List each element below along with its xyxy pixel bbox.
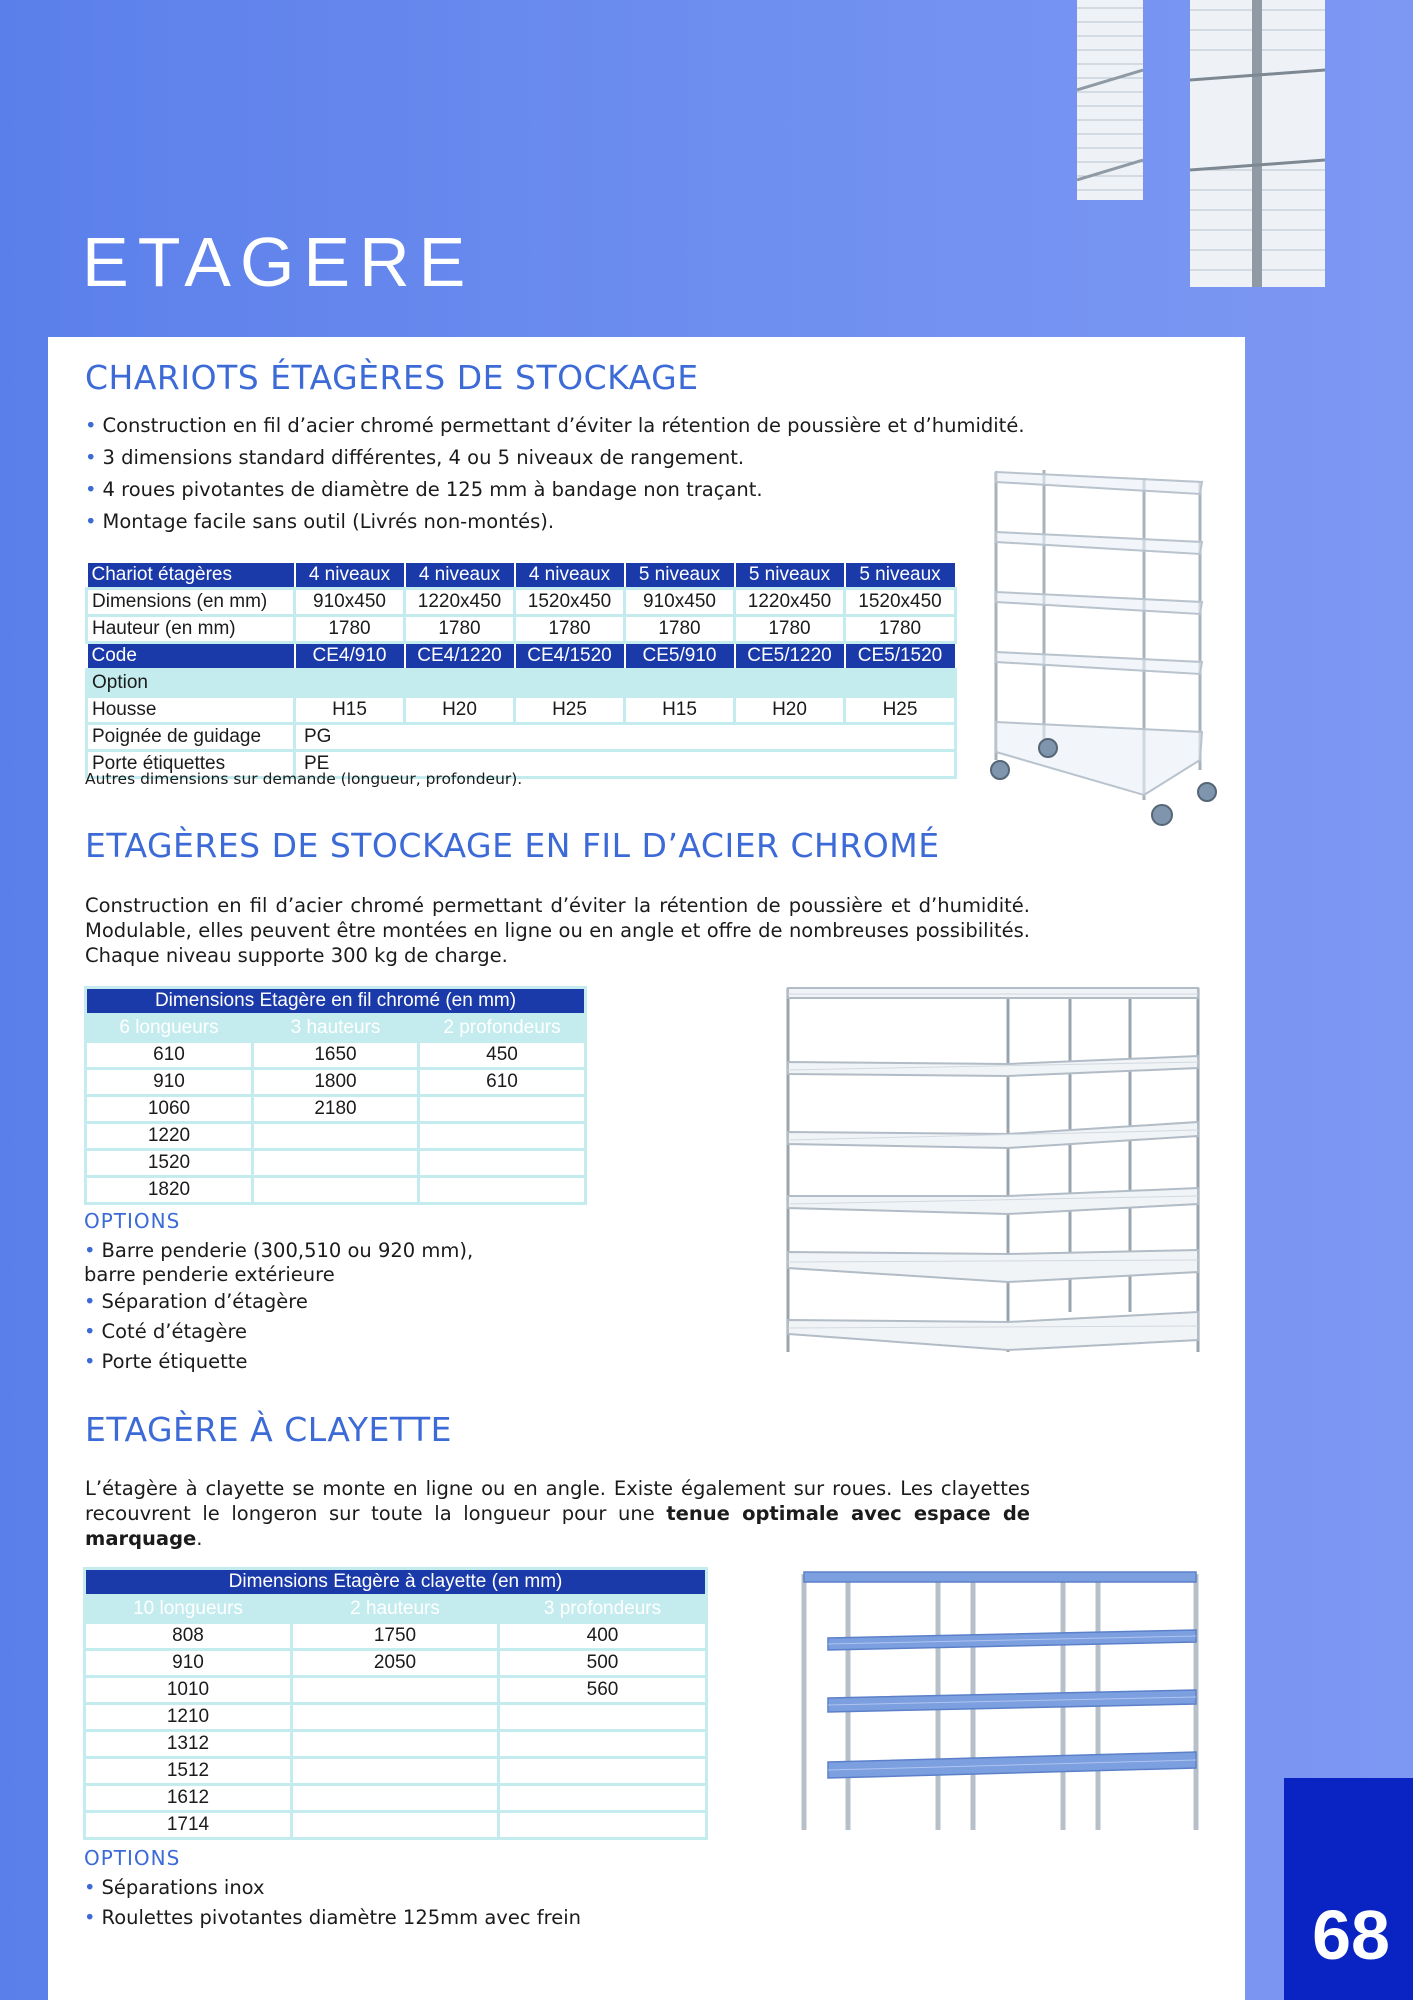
table-cell: Chariot étagères: [87, 562, 295, 589]
table-option-row: [87, 670, 956, 697]
list-item: • Porte étiquette: [84, 1350, 248, 1373]
table-cell: 910x450: [295, 589, 405, 616]
table-cell: 560: [499, 1677, 707, 1704]
table-cell: [253, 1150, 419, 1177]
table-row: [87, 697, 956, 724]
table-cell: 910x450: [625, 589, 735, 616]
list-item: • Séparation d’étagère: [84, 1290, 308, 1313]
chariot-table: [85, 561, 957, 779]
section2-options: [84, 1239, 473, 1377]
table-cell: 1612: [85, 1785, 292, 1812]
table-cell: 1220x450: [735, 589, 845, 616]
column-header: 3 hauteurs: [253, 1015, 419, 1042]
table-cell: Dimensions (en mm): [87, 589, 295, 616]
table-cell: 910: [86, 1069, 253, 1096]
table-title: Dimensions Etagère à clayette (en mm): [85, 1569, 707, 1596]
table-cell: [419, 1177, 586, 1204]
table-cell: [292, 1758, 499, 1785]
table-cell: 5 niveaux: [845, 562, 956, 589]
table-cell: [292, 1785, 499, 1812]
list-item: • 3 dimensions standard différentes, 4 ou 5 niveaux de rangement.: [85, 446, 745, 469]
table-cell: 1220x450: [405, 589, 515, 616]
table-header-row: [87, 562, 956, 589]
table-cell: Hauteur (en mm): [87, 616, 295, 643]
corner-wire-shelf-image: [780, 982, 1205, 1372]
list-item: • Construction en fil d’acier chromé permettant d’éviter la rétention de poussière et d’humidité.: [85, 414, 1025, 437]
bullet-icon: •: [84, 1239, 96, 1262]
list-item: • Barre penderie (300,510 ou 920 mm),: [84, 1239, 474, 1262]
table-cell: 1780: [405, 616, 515, 643]
table-cell: 1750: [292, 1623, 499, 1650]
table-row: [85, 1623, 707, 1650]
table-cell: Option: [87, 670, 956, 697]
table-cell: 1650: [253, 1042, 419, 1069]
table-row: [86, 1096, 586, 1123]
column-header: 2 profondeurs: [419, 1015, 586, 1042]
table-cell: 1010: [85, 1677, 292, 1704]
wire-shelf-detail-image: [1077, 0, 1143, 200]
table-header-row: [86, 1015, 586, 1042]
table-cell: Poignée de guidage: [87, 724, 295, 751]
bullet-icon: •: [85, 510, 97, 533]
table-row: [86, 1069, 586, 1096]
table-cell: 1780: [625, 616, 735, 643]
column-header: 2 hauteurs: [292, 1596, 499, 1623]
table-cell: 1714: [85, 1812, 292, 1839]
table-cell: 1210: [85, 1704, 292, 1731]
wire-shelf-closeup-image: [1190, 0, 1325, 287]
table-cell: 610: [419, 1069, 586, 1096]
table-cell: [292, 1731, 499, 1758]
table-cell: H25: [845, 697, 956, 724]
table-cell: 500: [499, 1650, 707, 1677]
table-cell: 1780: [515, 616, 625, 643]
table-cell: H15: [295, 697, 405, 724]
table-cell: CE5/1220: [735, 643, 845, 670]
table-title-row: [85, 1569, 707, 1596]
table-cell: 2050: [292, 1650, 499, 1677]
table-header-row: [85, 1596, 707, 1623]
table-row: [85, 1677, 707, 1704]
list-item: • 4 roues pivotantes de diamètre de 125 mm à bandage non traçant.: [85, 478, 763, 501]
table-row: [85, 1704, 707, 1731]
table-cell: 1820: [86, 1177, 253, 1204]
table-cell: H20: [735, 697, 845, 724]
table-cell: H20: [405, 697, 515, 724]
table-cell: 450: [419, 1042, 586, 1069]
table-cell: [419, 1096, 586, 1123]
table-row: [87, 616, 956, 643]
table-cell: [499, 1812, 707, 1839]
table-cell: 1520x450: [845, 589, 956, 616]
table-cell: 1060: [86, 1096, 253, 1123]
table-cell: H15: [625, 697, 735, 724]
page-number: 68: [1312, 1896, 1390, 1974]
table-cell: Code: [87, 643, 295, 670]
section2-options-title: OPTIONS: [84, 1209, 181, 1233]
table-cell: 400: [499, 1623, 707, 1650]
table-cell: PG: [295, 724, 956, 751]
table-cell: [253, 1123, 419, 1150]
table-cell: [499, 1758, 707, 1785]
table-cell: CE4/910: [295, 643, 405, 670]
table-row: [85, 1650, 707, 1677]
table-title: Dimensions Etagère en fil chromé (en mm): [86, 988, 586, 1015]
table-cell: [499, 1731, 707, 1758]
table-cell: CE4/1220: [405, 643, 515, 670]
column-header: 10 longueurs: [85, 1596, 292, 1623]
top-photo-right: [1190, 0, 1325, 287]
table-cell: 1780: [845, 616, 956, 643]
table-cell: CE5/1520: [845, 643, 956, 670]
chariot-image: [982, 460, 1222, 830]
table-row: [86, 1177, 586, 1204]
top-photo-left: [1077, 0, 1143, 200]
table-row: [85, 1812, 707, 1839]
table-title-row: [86, 988, 586, 1015]
list-item: • Montage facile sans outil (Livrés non-montés).: [85, 510, 555, 533]
clayette-shelving-image: [798, 1568, 1203, 1834]
table-cell: [253, 1177, 419, 1204]
bullet-icon: •: [84, 1290, 96, 1313]
section2-text: Construction en fil d’acier chromé permettant d’éviter la rétention de poussière et d’humidité. Modulable, elles peuvent être montées en ligne ou en angle et offre de nombreuses possibilités. Chaque niveau supporte 300 kg de charge.: [85, 894, 1030, 967]
table-cell: CE4/1520: [515, 643, 625, 670]
column-header: 6 longueurs: [86, 1015, 253, 1042]
table-row: [85, 1731, 707, 1758]
clayette-dimensions-table: [83, 1567, 708, 1840]
table-cell: 910: [85, 1650, 292, 1677]
section3-text: L’étagère à clayette se monte en ligne ou en angle. Existe également sur roues. Les clayettes recouvrent le longeron sur toute la longueur pour une tenue optimale avec espace de marquage.: [85, 1477, 1030, 1550]
section2-heading: ETAGÈRES DE STOCKAGE EN FIL D’ACIER CHROMÉ: [85, 826, 940, 865]
table-cell: 1312: [85, 1731, 292, 1758]
bullet-icon: •: [84, 1350, 96, 1373]
table-cell: H25: [515, 697, 625, 724]
table-cell: 808: [85, 1623, 292, 1650]
table-row: [86, 1123, 586, 1150]
table-row: [87, 724, 956, 751]
table-cell: 4 niveaux: [515, 562, 625, 589]
table-cell: 1512: [85, 1758, 292, 1785]
bullet-icon: •: [85, 414, 97, 437]
table-cell: 1800: [253, 1069, 419, 1096]
table-code-row: [87, 643, 956, 670]
bullet-icon: •: [84, 1320, 96, 1343]
table-cell: Porte étiquettes: [87, 751, 295, 778]
list-item: • Séparations inox: [84, 1876, 265, 1899]
table-cell: PE: [295, 751, 956, 778]
section3-options-title: OPTIONS: [84, 1846, 181, 1870]
table-cell: 5 niveaux: [625, 562, 735, 589]
table-cell: 1520: [86, 1150, 253, 1177]
bullet-icon: •: [85, 478, 97, 501]
table-row: [86, 1150, 586, 1177]
table-cell: [292, 1812, 499, 1839]
list-item: • Coté d’étagère: [84, 1320, 248, 1343]
table-cell: CE5/910: [625, 643, 735, 670]
table-cell: [419, 1123, 586, 1150]
column-header: 3 profondeurs: [499, 1596, 707, 1623]
table-cell: [292, 1677, 499, 1704]
table-cell: 2180: [253, 1096, 419, 1123]
section1-heading: CHARIOTS ÉTAGÈRES DE STOCKAGE: [85, 358, 699, 397]
section3-options: [84, 1873, 581, 1933]
table-row: [85, 1785, 707, 1812]
dimensions-note: Autres dimensions sur demande (longueur, profondeur).: [85, 770, 523, 788]
bullet-icon: •: [84, 1876, 96, 1899]
table-cell: [292, 1704, 499, 1731]
table-cell: 1520x450: [515, 589, 625, 616]
table-cell: 610: [86, 1042, 253, 1069]
section1-bullets: [85, 410, 1025, 538]
table-cell: Housse: [87, 697, 295, 724]
bullet-icon: •: [85, 446, 97, 469]
bullet-icon: •: [84, 1906, 96, 1929]
page-title: ETAGERE: [82, 223, 475, 301]
list-item: • Roulettes pivotantes diamètre 125mm avec frein: [84, 1906, 581, 1929]
list-item: barre penderie extérieure: [84, 1263, 335, 1286]
section3-heading: ETAGÈRE À CLAYETTE: [85, 1410, 452, 1449]
table-cell: 1220: [86, 1123, 253, 1150]
table-cell: 5 niveaux: [735, 562, 845, 589]
table-cell: 4 niveaux: [295, 562, 405, 589]
wire-dimensions-table: [84, 986, 587, 1205]
table-cell: [499, 1785, 707, 1812]
table-cell: 1780: [295, 616, 405, 643]
table-row: [86, 1042, 586, 1069]
table-cell: [419, 1150, 586, 1177]
table-cell: 4 niveaux: [405, 562, 515, 589]
table-cell: 1780: [735, 616, 845, 643]
table-row: [85, 1758, 707, 1785]
table-row: [87, 589, 956, 616]
table-cell: [499, 1704, 707, 1731]
